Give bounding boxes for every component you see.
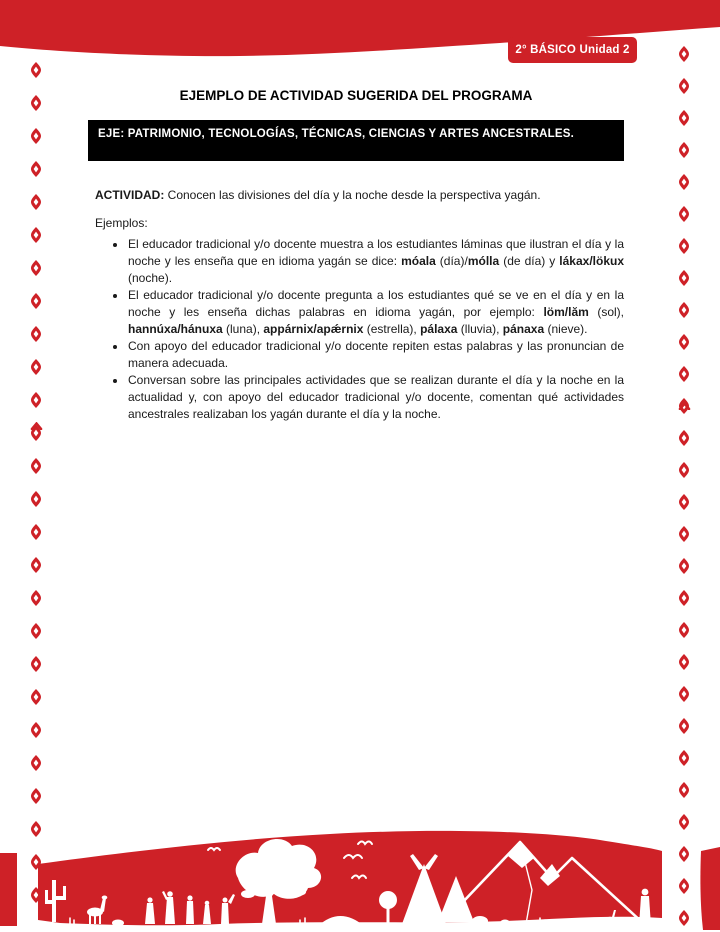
example-bullet: • Conversan sobre las principales actividades que se realizan durante el día y la noche en la actualidad y, con apoyo del educador tradicional y/o docente, comentan qué actividades ancestrales realizaban los yagán durante el día y la noche.	[127, 372, 624, 423]
diamond-icon	[30, 821, 42, 837]
diamond-icon	[30, 161, 42, 177]
diamond-icon	[30, 128, 42, 144]
diamond-icon	[30, 491, 42, 507]
document-body	[88, 88, 624, 423]
diamond-icon	[30, 359, 42, 375]
diamond-icon	[678, 910, 690, 926]
left-border-pattern	[30, 0, 44, 932]
footer-right-patch	[700, 847, 720, 930]
diamond-icon	[30, 194, 42, 210]
footer-main-band	[38, 831, 662, 925]
diamond-icon	[30, 623, 42, 639]
diamond-icon	[30, 689, 42, 705]
diamond-icon	[30, 854, 42, 870]
chevron-up-icon	[678, 402, 691, 410]
diamond-icon	[678, 750, 690, 766]
diamond-icon	[30, 227, 42, 243]
diamond-icon	[30, 788, 42, 804]
diamond-icon	[678, 526, 690, 542]
diamond-icon	[678, 110, 690, 126]
activity-text: Conocen las divisiones del día y la noche desde la perspectiva yagán.	[164, 188, 541, 202]
unit-badge	[508, 37, 637, 63]
diamond-icon	[678, 846, 690, 862]
diamond-icon	[30, 656, 42, 672]
page-title: EJEMPLO DE ACTIVIDAD SUGERIDA DEL PROGRAMA	[179, 88, 533, 103]
diamond-icon	[30, 95, 42, 111]
diamond-icon	[678, 334, 690, 350]
diamond-icon	[678, 366, 690, 382]
eje-bar	[88, 120, 624, 161]
diamond-icon	[678, 590, 690, 606]
activity-line	[95, 187, 624, 204]
diamond-icon	[678, 878, 690, 894]
examples-list	[88, 236, 624, 423]
diamond-icon	[678, 782, 690, 798]
footer-illustration	[0, 820, 720, 932]
diamond-icon	[30, 392, 42, 408]
diamond-icon	[30, 293, 42, 309]
diamond-icon	[30, 557, 42, 573]
activity-label: ACTIVIDAD:	[95, 188, 165, 202]
examples-label: Ejemplos:	[95, 216, 148, 230]
diamond-icon	[30, 755, 42, 771]
diamond-icon	[30, 326, 42, 342]
diamond-icon	[678, 78, 690, 94]
diamond-icon	[30, 260, 42, 276]
eje-bar-label: EJE: PATRIMONIO, TECNOLOGÍAS, TÉCNICAS, CIENCIAS Y ARTES ANCESTRALES.	[98, 128, 574, 140]
diamond-icon	[678, 174, 690, 190]
diamond-icon	[678, 494, 690, 510]
example-bullet: • Con apoyo del educador tradicional y/o docente repiten estas palabras y las pronuncian de manera adecuada.	[127, 338, 624, 372]
diamond-icon	[678, 622, 690, 638]
unit-badge-label: 2° BÁSICO Unidad 2	[515, 44, 630, 56]
diamond-icon	[30, 524, 42, 540]
diamond-icon	[678, 302, 690, 318]
diamond-icon	[30, 590, 42, 606]
diamond-icon	[30, 458, 42, 474]
diamond-icon	[678, 46, 690, 62]
diamond-icon	[678, 686, 690, 702]
example-bullet: • El educador tradicional y/o docente muestra a los estudiantes láminas que ilustran el día y la noche y les enseña que en idioma yagán se dice: móala (día)/mólla (de día) y lákax/lökux (noche).	[127, 236, 624, 287]
diamond-icon	[678, 718, 690, 734]
diamond-icon	[30, 62, 42, 78]
example-bullet: • El educador tradicional y/o docente pregunta a los estudiantes qué se ve en el día y en la noche y les enseña dichas palabras en idioma yagán, por ejemplo: löm/lăm (sol), hannúxa/hánuxa (luna), appárnix/apǽrnix (estrella), pálaxa (lluvia), pánaxa (nieve).	[127, 287, 624, 338]
footer-left-bar	[0, 853, 17, 926]
diamond-icon	[678, 238, 690, 254]
diamond-icon	[678, 430, 690, 446]
diamond-icon	[30, 722, 42, 738]
diamond-icon	[678, 462, 690, 478]
diamond-icon	[678, 270, 690, 286]
diamond-icon	[678, 654, 690, 670]
diamond-icon	[678, 142, 690, 158]
diamond-icon	[678, 814, 690, 830]
diamond-icon	[678, 558, 690, 574]
right-border-pattern	[678, 0, 692, 932]
diamond-icon	[30, 887, 42, 903]
chevron-up-icon	[30, 422, 43, 430]
diamond-icon	[678, 206, 690, 222]
